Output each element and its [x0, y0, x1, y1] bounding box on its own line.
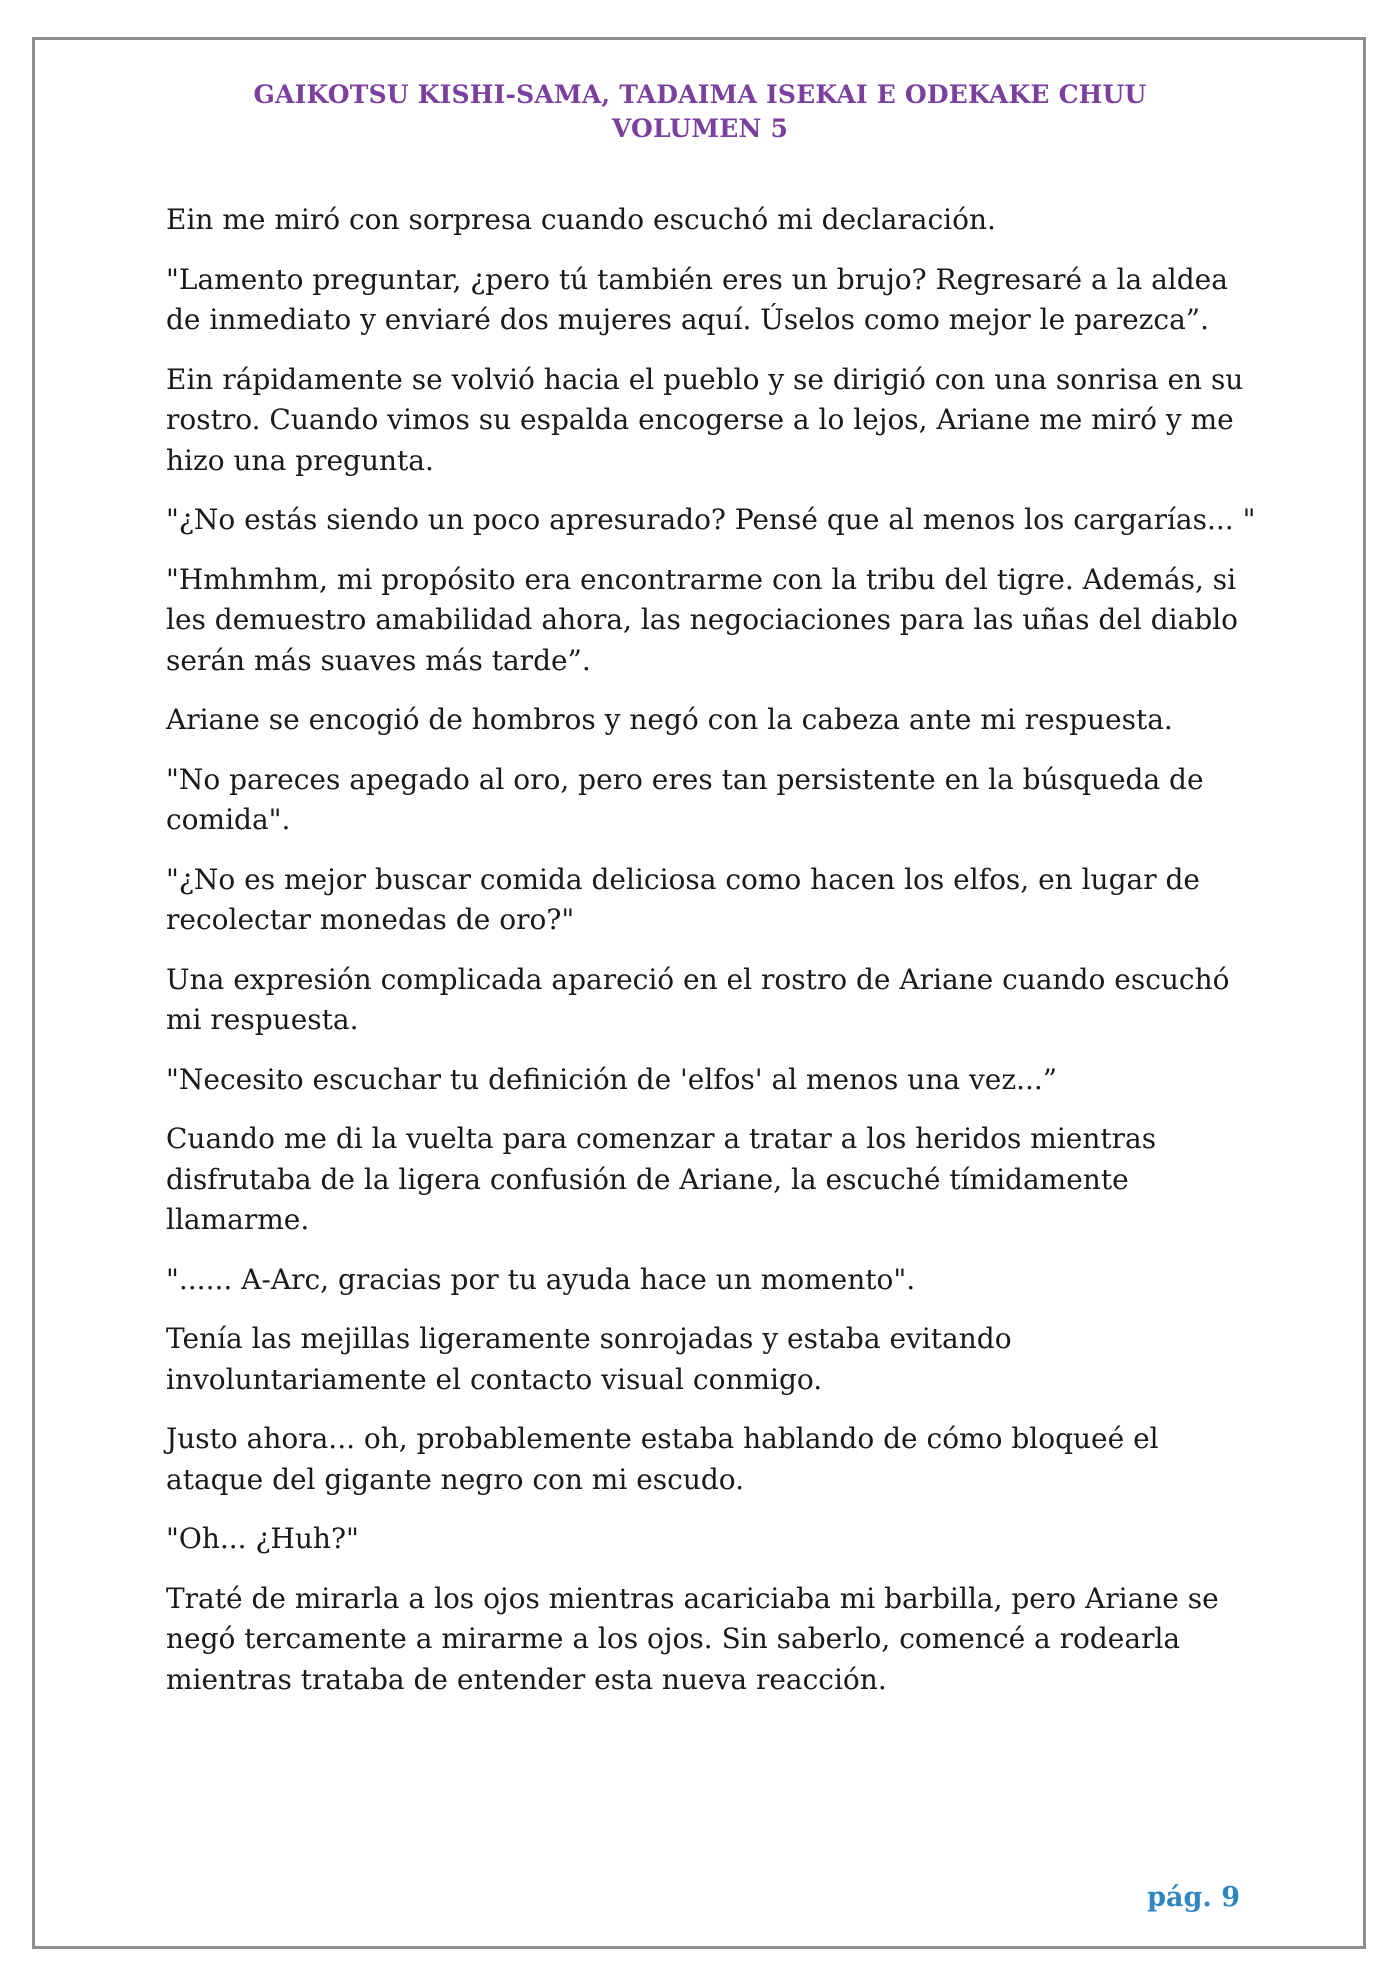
paragraph: "¿No estás siendo un poco apresurado? Pensé que al menos los cargarías... " [166, 503, 1256, 536]
paragraph: "Hmhmhm, mi propósito era encontrarme con la tribu del tigre. Además, si les demuestro amabilidad ahora, las negociaciones para las uñas del diablo serán más suaves más tarde”. [166, 562, 1239, 677]
paragraph: Ein me miró con sorpresa cuando escuchó mi declaración. [166, 203, 996, 236]
paragraph: "...... A-Arc, gracias por tu ayuda hace un momento". [166, 1262, 916, 1296]
paragraph: Ariane se encogió de hombros y negó con la cabeza ante mi respuesta. [166, 703, 1173, 736]
paragraph: "¿No es mejor buscar comida deliciosa como hacen los elfos, en lugar de recolectar monedas de oro?" [166, 862, 1200, 936]
paragraph: Una expresión complicada apareció en el rostro de Ariane cuando escuchó mi respuesta. [166, 962, 1230, 1036]
paragraph: "Necesito escuchar tu definición de 'elfos' al menos una vez...” [166, 1062, 1058, 1096]
paragraph: Traté de mirarla a los ojos mientras acariciaba mi barbilla, pero Ariane se negó tercamente a mirarme a los ojos. Sin saberlo, comencé a rodearla mientras trataba de entender esta nueva reacción. [166, 1581, 1219, 1696]
paragraph: Cuando me di la vuelta para comenzar a tratar a los heridos mientras disfrutaba de la ligera confusión de Ariane, la escuché tímidamente llamarme. [166, 1122, 1157, 1236]
paragraph: "No pareces apegado al oro, pero eres tan persistente en la búsqueda de comida". [166, 762, 1204, 836]
volume-label: VOLUMEN 5 [611, 114, 789, 143]
paragraph: Ein rápidamente se volvió hacia el pueblo y se dirigió con una sonrisa en su rostro. Cuando vimos su espalda encogerse a lo lejos, Ariane me miró y me hizo una pregunta. [166, 362, 1244, 477]
paragraph: Tenía las mejillas ligeramente sonrojadas y estaba evitando involuntariamente el contacto visual conmigo. [166, 1322, 1012, 1396]
paragraph: "Lamento preguntar, ¿pero tú también eres un brujo? Regresaré a la aldea de inmediato y enviaré dos mujeres aquí. Úselos como mejor le parezca”. [166, 262, 1228, 336]
paragraph: "Oh... ¿Huh?" [166, 1522, 359, 1555]
book-title: GAIKOTSU KISHI-SAMA, TADAIMA ISEKAI E ODEKAKE CHUU [253, 80, 1147, 109]
page-number: pág. 9 [1147, 1882, 1240, 1913]
paragraph: Justo ahora... oh, probablemente estaba hablando de cómo bloqueé el ataque del gigante negro con mi escudo. [166, 1422, 1159, 1496]
page-header [0, 78, 1400, 146]
body-text [166, 200, 1256, 1719]
